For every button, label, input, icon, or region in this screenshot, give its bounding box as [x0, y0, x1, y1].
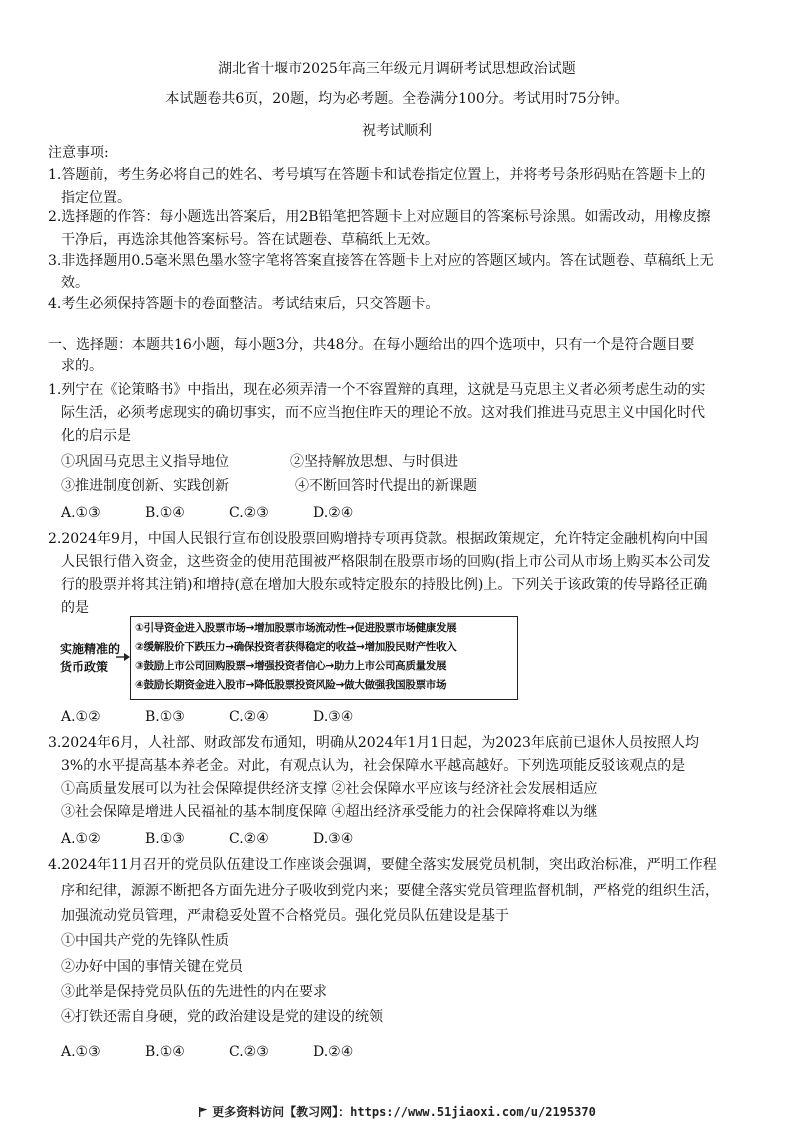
notice-item-2-line-1: 2.选择题的作答：每小题选出答案后，用2B铅笔把答题卡上对应题目的答案标号涂黑。如需改动，用橡皮擦 — [48, 209, 711, 225]
q3-options-3-4: ③社会保障是增进人民福祉的基本制度保障 ④超出经济承受能力的社会保障将难以为继 — [61, 804, 598, 820]
notice-item-2-line-2: 干净后，再选涂其他答案标号。答在试题卷、草稿纸上无效。 — [61, 232, 439, 248]
exam-title: 湖北省十堰市2025年高三年级元月调研考试思想政治试题 — [218, 61, 576, 77]
notice-heading: 注意事项: — [48, 145, 109, 161]
flag-icon — [198, 1107, 208, 1117]
q3-options-1-2: ①高质量发展可以为社会保障提供经济支撑 ②社会保障水平应该与经济社会发展相适应 — [61, 781, 598, 797]
notice-item-3-line-1: 3.非选择题用0.5毫米黑色墨水签字笔将答案直接答在答题卡上对应的答题区域内。答在试题卷、草稿纸上无 — [48, 253, 714, 269]
q3-answer-b[interactable]: B.①③ — [145, 831, 185, 847]
section-heading-line-2: 求的。 — [61, 358, 103, 374]
q3-answers — [61, 828, 397, 850]
q2-flow-item-1: ①引导资金进入股票市场→增加股票市场流动性→促进股票市场健康发展 — [135, 622, 457, 634]
q1-stem-line-3: 化的启示是 — [61, 428, 131, 444]
q1-option-1: ①巩固马克思主义指导地位 — [61, 454, 229, 470]
q3-answer-d[interactable]: D.③④ — [313, 831, 354, 847]
q3-answer-c[interactable]: C.②④ — [229, 831, 269, 847]
q2-stem-line-3: 行的股票并将其注销)和增持(意在增加大股东或特定股东的持股比例)上。下列关于该政策的传导路径正确 — [61, 577, 708, 593]
q2-flow-label: 实施精准的货币政策 — [60, 642, 121, 674]
q1-stem-line-2: 际生活，必须考虑现实的确切事实，而不应当抱住昨天的理论不放。这对我们推进马克思主义中国化时代 — [61, 405, 705, 421]
q4-option-4: ④打铁还需自身硬，党的政治建设是党的建设的统领 — [61, 1009, 383, 1025]
q4-answer-c[interactable]: C.②③ — [229, 1044, 269, 1060]
q4-answer-b[interactable]: B.①④ — [145, 1044, 185, 1060]
q2-stem-line-4: 的是 — [61, 600, 89, 616]
notice-item-3-line-2: 效。 — [61, 275, 89, 291]
q4-stem-line-1: 4.2024年11月召开的党员队伍建设工作座谈会强调，要健全落实发展党员机制，突出政治标准，严明工作程 — [48, 857, 717, 873]
q4-answer-a[interactable]: A.①③ — [61, 1044, 101, 1060]
q1-answer-c[interactable]: C.②③ — [229, 505, 269, 521]
q2-flow-item-2: ②缓解股价下跌压力→确保投资者获得稳定的收益→增加股民财产性收入 — [135, 641, 457, 653]
q2-flow-box — [130, 616, 518, 700]
exam-wish: 祝考试顺利 — [362, 123, 432, 139]
q4-option-2: ②办好中国的事情关键在党员 — [61, 959, 243, 975]
notice-item-1-line-1: 1.答题前，考生务必将自己的姓名、考号填写在答题卡和试卷指定位置上，并将考号条形码贴在答题卡上的 — [48, 167, 706, 183]
q3-stem-line-1: 3.2024年6月，人社部、财政部发布通知，明确从2024年1月1日起，为2023年底前已退休人员按照人均 — [48, 735, 699, 751]
q4-stem-line-2: 序和纪律，源源不断把各方面先进分子吸收到党内来；要健全落实党员管理监督机制，严格党的组织生活， — [61, 883, 719, 899]
notice-item-4: 4.考生必须保持答题卡的卷面整洁。考试结束后，只交答题卡。 — [48, 296, 440, 312]
q2-stem-line-1: 2.2024年9月，中国人民银行宣布创设股票回购增持专项再贷款。根据政策规定，允许特定金融机构向中国 — [48, 531, 708, 547]
q1-answer-a[interactable]: A.①③ — [61, 505, 101, 521]
q4-stem-line-3: 加强流动党员管理，严肃稳妥处置不合格党员。强化党员队伍建设是基于 — [61, 908, 509, 924]
q4-option-3: ③此举是保持党员队伍的先进性的内在要求 — [61, 984, 327, 1000]
notice-item-1-line-2: 指定位置。 — [61, 190, 131, 206]
q2-flow-item-4: ④鼓励长期资金进入股市→降低股票投资风险→做大做强我国股票市场 — [135, 679, 447, 691]
q2-answer-a[interactable]: A.①② — [61, 709, 101, 725]
q4-answers — [61, 1041, 397, 1063]
q2-flow-item-3: ③鼓励上市公司回购股票→增强投资者信心→助力上市公司高质量发展 — [135, 660, 447, 672]
q1-answers — [61, 502, 397, 524]
section-heading-line-1: 一、选择题：本题共16小题，每小题3分，共48分。在每小题给出的四个选项中，只有一个是符合题目要 — [48, 337, 695, 353]
exam-info: 本试题卷共6页，20题，均为必考题。全卷满分100分。考试用时75分钟。 — [165, 91, 629, 107]
q4-answer-d[interactable]: D.②④ — [313, 1044, 354, 1060]
q2-answers — [61, 706, 397, 728]
footer-link[interactable]: 更多资料访问【教习网】：https://www.51jiaoxi.com/u/2195370 — [212, 1105, 596, 1119]
q1-option-3: ③推进制度创新、实践创新 — [61, 478, 229, 494]
footer — [0, 1104, 794, 1120]
q2-answer-d[interactable]: D.③④ — [313, 709, 354, 725]
q1-answer-d[interactable]: D.②④ — [313, 505, 354, 521]
q2-answer-c[interactable]: C.②④ — [229, 709, 269, 725]
q2-stem-line-2: 人民银行借入资金，这些资金的使用范围被严格限制在股票市场的回购(指上市公司从市场上购买本公司发 — [61, 554, 711, 570]
q1-answer-b[interactable]: B.①④ — [145, 505, 185, 521]
q3-stem-line-2: 3%的水平提高基本养老金。对此，有观点认为，社会保障水平越高越好。下列选项能反驳该观点的是 — [61, 758, 686, 774]
q3-answer-a[interactable]: A.①② — [61, 831, 101, 847]
q1-option-2: ②坚持解放思想、与时俱进 — [290, 454, 458, 470]
q4-option-1: ①中国共产党的先锋队性质 — [61, 933, 229, 949]
q1-option-4: ④不断回答时代提出的新课题 — [295, 478, 477, 494]
q2-flow-diagram — [60, 616, 520, 702]
q1-stem-line-1: 1.列宁在《论策略书》中指出，现在必须弄清一个不容置辩的真理，这就是马克思主义者必须考虑生动的实 — [48, 382, 706, 398]
q2-answer-b[interactable]: B.①③ — [145, 709, 185, 725]
